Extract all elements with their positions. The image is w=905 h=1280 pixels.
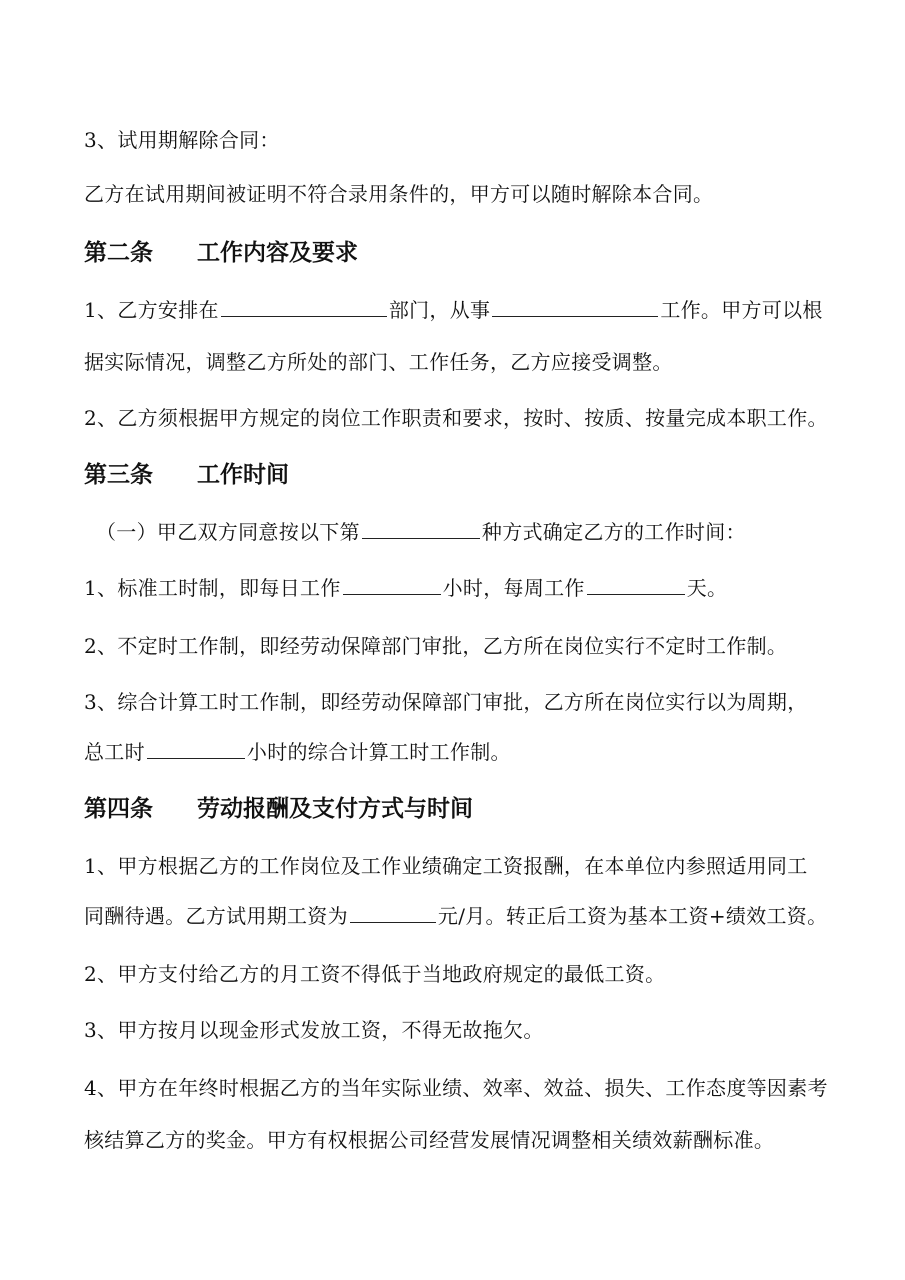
article3-heading (84, 460, 289, 490)
text-segment: 种方式确定乙方的工作时间： (481, 520, 746, 544)
total-hours-blank (147, 738, 245, 759)
text-segment: 小时，每周工作 (442, 576, 585, 600)
text-segment: 天。 (686, 576, 728, 600)
article4-para1-line1: 1、甲方根据乙方的工作岗位及工作业绩确定工资报酬，在本单位内参照适用同工 (84, 854, 808, 878)
text-segment: 总工时 (84, 740, 145, 764)
item3-title: 3、试用期解除合同： (84, 128, 280, 152)
article4-title: 劳动报酬及支付方式与时间 (197, 796, 473, 822)
article3-para3-line2 (84, 738, 844, 766)
article4-para4-line2: 核结算乙方的奖金。甲方有权根据公司经营发展情况调整相关绩效薪酬标准。 (84, 1128, 775, 1152)
article2-heading (84, 238, 358, 268)
text-segment: 1、乙方安排在 (84, 298, 219, 322)
article4-number: 第四条 (84, 796, 153, 822)
article2-para1-line1 (84, 296, 844, 324)
hours-per-day-blank (343, 574, 441, 595)
days-per-week-blank (587, 574, 685, 595)
article2-para2: 2、乙方须根据甲方规定的岗位工作职责和要求，按时、按质、按量完成本职工作。 (84, 406, 828, 430)
article3-number: 第三条 (84, 462, 153, 488)
article3-intro (96, 518, 856, 546)
text-segment: 同酬待遇。乙方试用期工资为 (84, 904, 348, 928)
text-segment: 小时的综合计算工时工作制。 (246, 740, 511, 764)
item3-body: 乙方在试用期间被证明不符合录用条件的，甲方可以随时解除本合同。 (84, 182, 714, 206)
text-segment: 元/月。转正后工资为基本工资+绩效工资。 (437, 904, 828, 928)
text-segment: 部门，从事 (388, 298, 491, 322)
article4-para4-line1: 4、甲方在年终时根据乙方的当年实际业绩、效率、效益、损失、工作态度等因素考 (84, 1076, 828, 1100)
department-blank (221, 296, 387, 317)
text-segment: （一）甲乙双方同意按以下第 (96, 520, 360, 544)
article4-para3: 3、甲方按月以现金形式发放工资，不得无故拖欠。 (84, 1018, 544, 1042)
article3-title: 工作时间 (197, 462, 289, 488)
article3-para1 (84, 574, 844, 602)
article3-para2: 2、不定时工作制，即经劳动保障部门审批，乙方所在岗位实行不定时工作制。 (84, 634, 788, 658)
job-blank (492, 296, 658, 317)
article4-heading (84, 794, 473, 824)
probation-salary-blank (350, 902, 436, 923)
article2-number: 第二条 (84, 240, 153, 266)
article4-para1-line2 (84, 902, 844, 930)
text-segment: 工作。甲方可以根 (660, 298, 823, 322)
article2-title: 工作内容及要求 (197, 240, 358, 266)
article2-para1-line2: 据实际情况，调整乙方所处的部门、工作任务，乙方应接受调整。 (84, 350, 673, 374)
text-segment: 1、标准工时制，即每日工作 (84, 576, 341, 600)
article4-para2: 2、甲方支付给乙方的月工资不得低于当地政府规定的最低工资。 (84, 962, 666, 986)
method-blank (362, 518, 480, 539)
article3-para3-line1: 3、综合计算工时工作制，即经劳动保障部门审批，乙方所在岗位实行以为周期， (84, 690, 808, 714)
